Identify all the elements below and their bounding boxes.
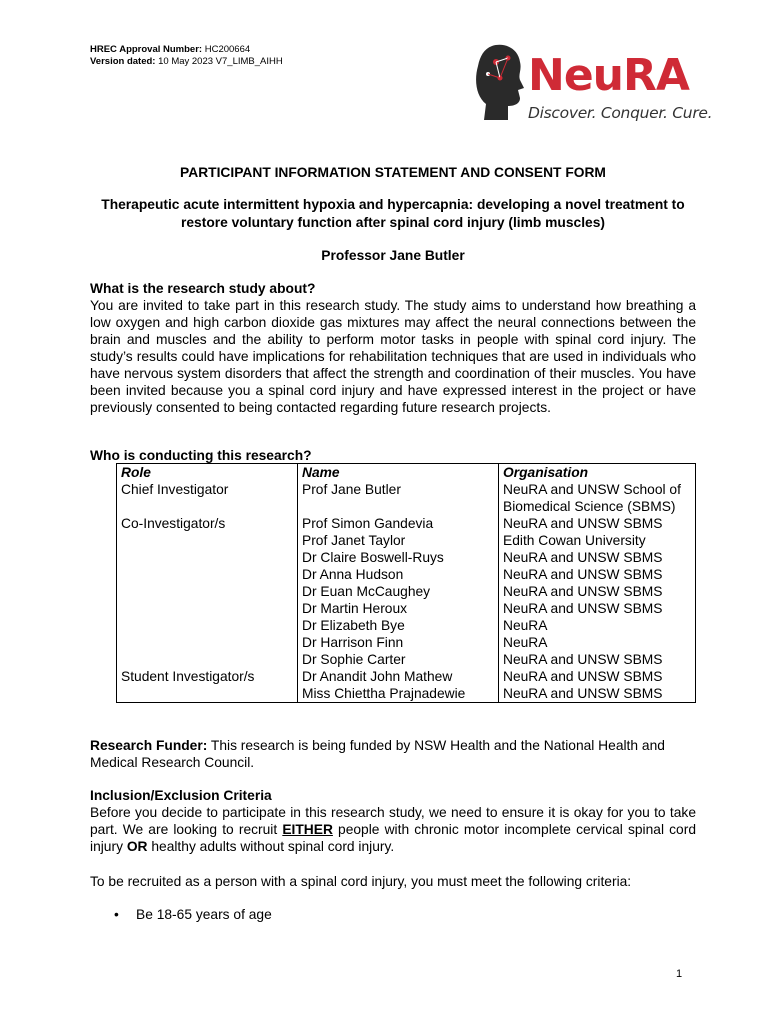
study-title: Therapeutic acute intermittent hypoxia and hypercapnia: developing a novel treatment to restore voluntary function after spinal cord injury (limb muscles)	[101, 197, 685, 230]
approval-line: HREC Approval Number: HC200664	[90, 44, 251, 55]
about-text: You are invited to take part in this research study. The study aims to understand how breathing a low oxygen and high carbon dioxide gas mixtures may affect the neural connections between the brain and muscles and the ability to perform motor tasks in people with spinal cord injury. The study’s results could have implications for rehabilitation techniques that are used in individuals who have nervous system disorders that affect the strength and coordination of their muscles. You have been invited because you a spinal cord injury and have expressed interest in the project or have previously consented to being contacted regarding future research projects.	[90, 298, 696, 415]
funder-text: This research is being funded by NSW Health and the National Health and Medical Research Council.	[90, 738, 665, 770]
org-cell: NeuRA and UNSW SBMS Edith Cowan University NeuRA and UNSW SBMS NeuRA and UNSW SBMS NeuRA and UNSW SBMS NeuRA and UNSW SBMS NeuRA NeuRA NeuRA and UNSW SBMS	[499, 515, 696, 668]
lead-researcher: Professor Jane Butler	[321, 248, 465, 263]
about-heading: What is the research study about?	[90, 281, 316, 296]
brand-tagline: Discover. Conquer. Cure.	[528, 104, 713, 122]
recruit-text: To be recruited as a person with a spinal cord injury, you must meet the following criteria:	[90, 874, 632, 889]
table-row	[117, 668, 696, 703]
column-header: Role	[117, 464, 298, 482]
table-row	[117, 515, 696, 668]
column-header: Name	[298, 464, 499, 482]
table-row	[117, 481, 696, 515]
conducting-heading: Who is conducting this research?	[90, 448, 312, 463]
role-cell: Chief Investigator	[117, 481, 298, 515]
funder-section	[90, 737, 696, 771]
role-cell: Co-Investigator/s	[117, 515, 298, 668]
bullet-icon: •	[114, 907, 119, 922]
list-item: • Be 18-65 years of age	[114, 907, 272, 922]
neura-logo	[470, 40, 755, 128]
name-cell: Prof Jane Butler	[298, 481, 499, 515]
version-line: Version dated: 10 May 2023 V7_LIMB_AIHH	[90, 56, 283, 67]
criteria-section	[90, 787, 696, 855]
about-section	[90, 280, 696, 416]
name-cell: Prof Simon Gandevia Prof Janet Taylor Dr Claire Boswell-Ruys Dr Anna Hudson Dr Euan McCaughey Dr Martin Heroux Dr Elizabeth Bye Dr Harrison Finn Dr Sophie Carter	[298, 515, 499, 668]
document-title: PARTICIPANT INFORMATION STATEMENT AND CONSENT FORM	[180, 165, 606, 180]
criteria-text: Before you decide to participate in this research study, we need to ensure it is okay for you to take part. We are looking to recruit EITHER people with chronic motor incomplete cervical spinal cord injury OR healthy adults without spinal cord injury.	[90, 805, 696, 854]
funder-label: Research Funder:	[90, 738, 208, 753]
criteria-heading: Inclusion/Exclusion Criteria	[90, 788, 272, 803]
column-header: Organisation	[499, 464, 696, 482]
page-number: 1	[676, 968, 683, 980]
research-team-table	[116, 463, 696, 703]
brand-name: NeuRA	[528, 50, 689, 101]
org-cell: NeuRA and UNSW School of Biomedical Science (SBMS)	[499, 481, 696, 515]
head-silhouette-icon	[470, 40, 530, 128]
role-cell: Student Investigator/s	[117, 668, 298, 703]
name-cell: Dr Anandit John Mathew Miss Chiettha Prajnadewie	[298, 668, 499, 703]
org-cell: NeuRA and UNSW SBMS NeuRA and UNSW SBMS	[499, 668, 696, 703]
document-meta	[90, 44, 283, 68]
